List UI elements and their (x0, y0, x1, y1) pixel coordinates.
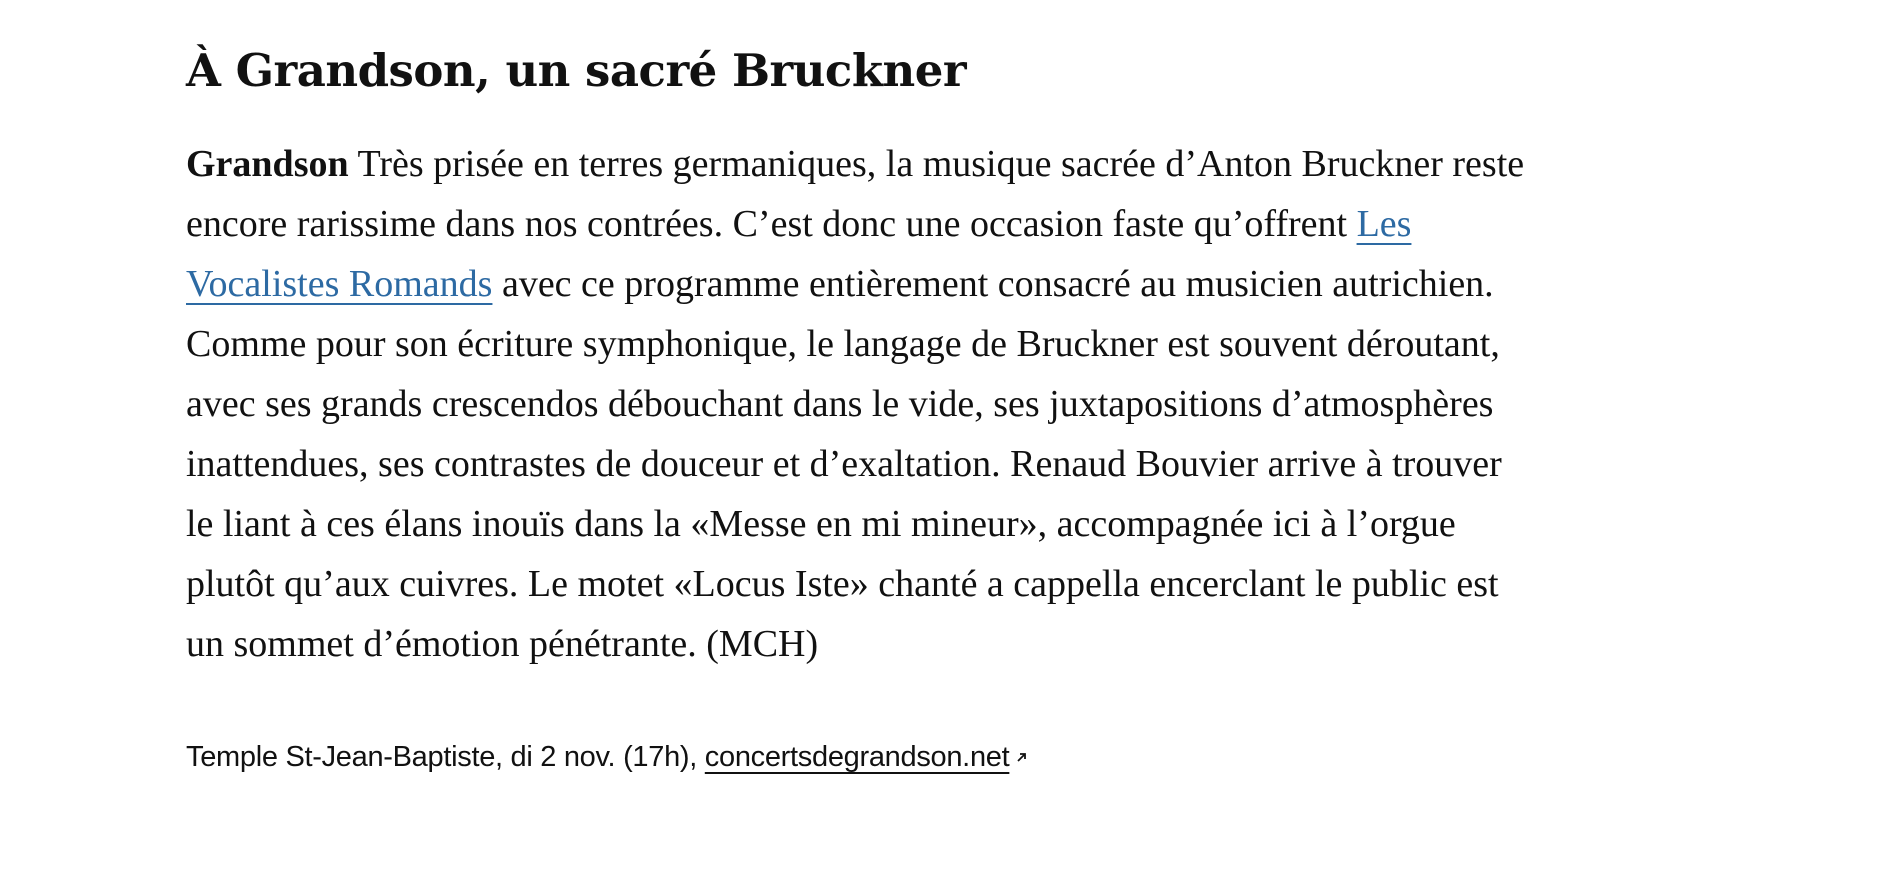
vocalistes-romands-link[interactable]: Les Vocalistes Romands (186, 203, 1412, 305)
event-info (186, 737, 1546, 777)
article-headline: À Grandson, un sacré Bruckner (186, 44, 967, 97)
article-body (186, 134, 1526, 674)
body-text-start: Très prisée en terres germaniques, la musique sacrée d’Anton Bruckner reste encore rarissime dans nos contrées. C’est donc une occasion faste qu’offrent (186, 143, 1525, 245)
external-link-icon (1015, 750, 1029, 764)
concerts-website-link[interactable] (705, 741, 1030, 773)
concerts-website-link-label: concertsdegrandson.net (704, 741, 1010, 773)
dateline: Grandson (186, 143, 349, 185)
body-text-end: avec ce programme entièrement consacré au musicien autrichien. Comme pour son écriture symphonique, le langage de Bruckner est souvent déroutant, avec ses grands crescendos débouchant dans le vide, ses juxtapositions d’atmosphères inattendues, ses contrastes de douceur et d’exaltation. Renaud Bouvier arrive à trouver le liant à ces élans inouïs dans la «Messe en mi mineur», accompagnée ici à l’orgue plutôt qu’aux cuivres. Le motet «Locus Iste» chanté a cappella encerclant le public est un sommet d’émotion pénétrante. (MCH) (186, 263, 1502, 665)
event-details: Temple St-Jean-Baptiste, di 2 nov. (17h), (186, 741, 705, 773)
article (186, 30, 1546, 777)
